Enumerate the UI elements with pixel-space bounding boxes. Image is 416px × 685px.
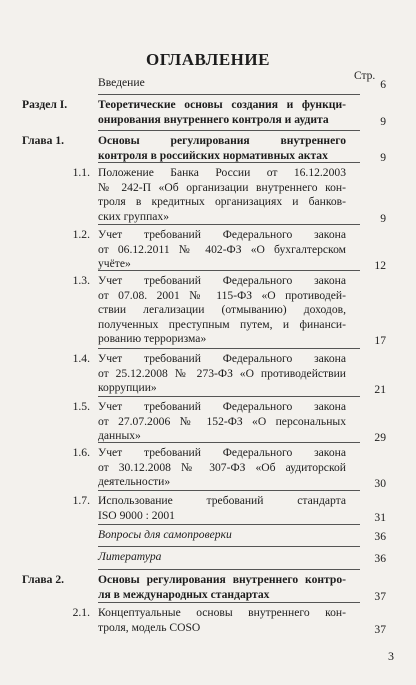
toc-entry-title: Учет требований Федерального закона от 07.08. 2001 № 115-ФЗ «О противодей- ствии легализации (отмыванию) доходов, полученных преступным путем, и финанси- рованию терроризма» xyxy=(98,274,346,346)
divider xyxy=(98,348,360,349)
toc-entry-title: Основы регулирования внутреннего контроля в российских нормативных актах xyxy=(98,134,346,162)
toc-entry-number: 1.6. xyxy=(72,446,90,459)
toc-entry-title: Теоретические основы создания и функци- онирования внутреннего контроля и аудита xyxy=(98,98,346,126)
toc-entry-title: Учет требований Федерального закона от 30.12.2008 № 307-ФЗ «Об аудиторской деятельности» xyxy=(98,446,346,489)
divider xyxy=(98,524,360,525)
toc-entry-page: 29 xyxy=(374,431,386,445)
toc-entry-number: 1.5. xyxy=(72,400,90,413)
divider xyxy=(98,490,360,491)
toc-entry-title: Учет требований Федерального закона от 27.07.2006 № 152-ФЗ «О персональных данных» xyxy=(98,400,346,443)
toc-entry-page: 36 xyxy=(374,530,386,543)
divider xyxy=(98,270,360,271)
divider xyxy=(98,569,360,570)
toc-entry-title: Введение xyxy=(98,76,145,89)
toc-entry-number: 1.4. xyxy=(72,352,90,365)
toc-entry-title: Основы регулирования внутреннего контро- ля в международных стандартах xyxy=(98,573,346,601)
divider xyxy=(98,442,360,443)
toc-entry-number: 1.3. xyxy=(72,274,90,287)
divider xyxy=(98,602,360,603)
toc-entry-page: 12 xyxy=(374,259,386,273)
toc-entry-title: Использование требований стандарта ISO 9000 : 2001 xyxy=(98,494,346,522)
toc-entry-page: 31 xyxy=(374,510,386,524)
toc-entry-title: Учет требований Федерального закона от 25.12.2008 № 273-ФЗ «О противодействии коррупции» xyxy=(98,352,346,395)
toc-entry-label: Глава 2. xyxy=(22,573,65,586)
toc-entry-page: 37 xyxy=(374,589,386,603)
toc-entry-page: 30 xyxy=(374,477,386,491)
divider xyxy=(98,396,360,397)
toc-entry-page: 9 xyxy=(380,114,386,128)
toc-entry-number: 1.2. xyxy=(72,228,90,241)
toc-entry-number: 1.7. xyxy=(72,494,90,507)
toc-entry-label: Глава 1. xyxy=(22,134,65,147)
divider xyxy=(98,224,360,225)
toc-entry-page: 9 xyxy=(380,150,386,164)
page-column-header: Стр. xyxy=(354,70,376,82)
divider xyxy=(98,162,360,163)
divider xyxy=(98,130,360,131)
toc-entry-title: Литература xyxy=(98,550,162,563)
toc-entry-title: Вопросы для самопроверки xyxy=(98,528,232,541)
page-title: ОГЛАВЛЕНИЕ xyxy=(146,50,270,69)
page-number: 3 xyxy=(388,649,394,663)
toc-entry-page: 36 xyxy=(374,552,386,565)
toc-entry-title: Положение Банка России от 16.12.2003 № 242-П «Об организации внутреннего кон- троля в кредитных организациях и банков- ских группах» xyxy=(98,166,346,223)
toc-entry-page: 9 xyxy=(380,211,386,225)
toc-entry-page: 37 xyxy=(374,622,386,636)
divider xyxy=(98,94,360,95)
toc-entry-label: Раздел I. xyxy=(22,98,68,111)
toc-entry-number: 1.1. xyxy=(72,166,90,179)
toc-entry-page: 17 xyxy=(374,334,386,348)
toc-entry-page: 6 xyxy=(380,78,386,91)
toc-entry-title: Концептуальные основы внутреннего кон- троля, модель COSO xyxy=(98,606,346,634)
toc-entry-number: 2.1. xyxy=(72,606,90,619)
toc-entry-title: Учет требований Федерального закона от 06.12.2011 № 402-ФЗ «О бухгалтерском учёте» xyxy=(98,228,346,271)
toc-entry-page: 21 xyxy=(374,383,386,397)
divider xyxy=(98,546,360,547)
